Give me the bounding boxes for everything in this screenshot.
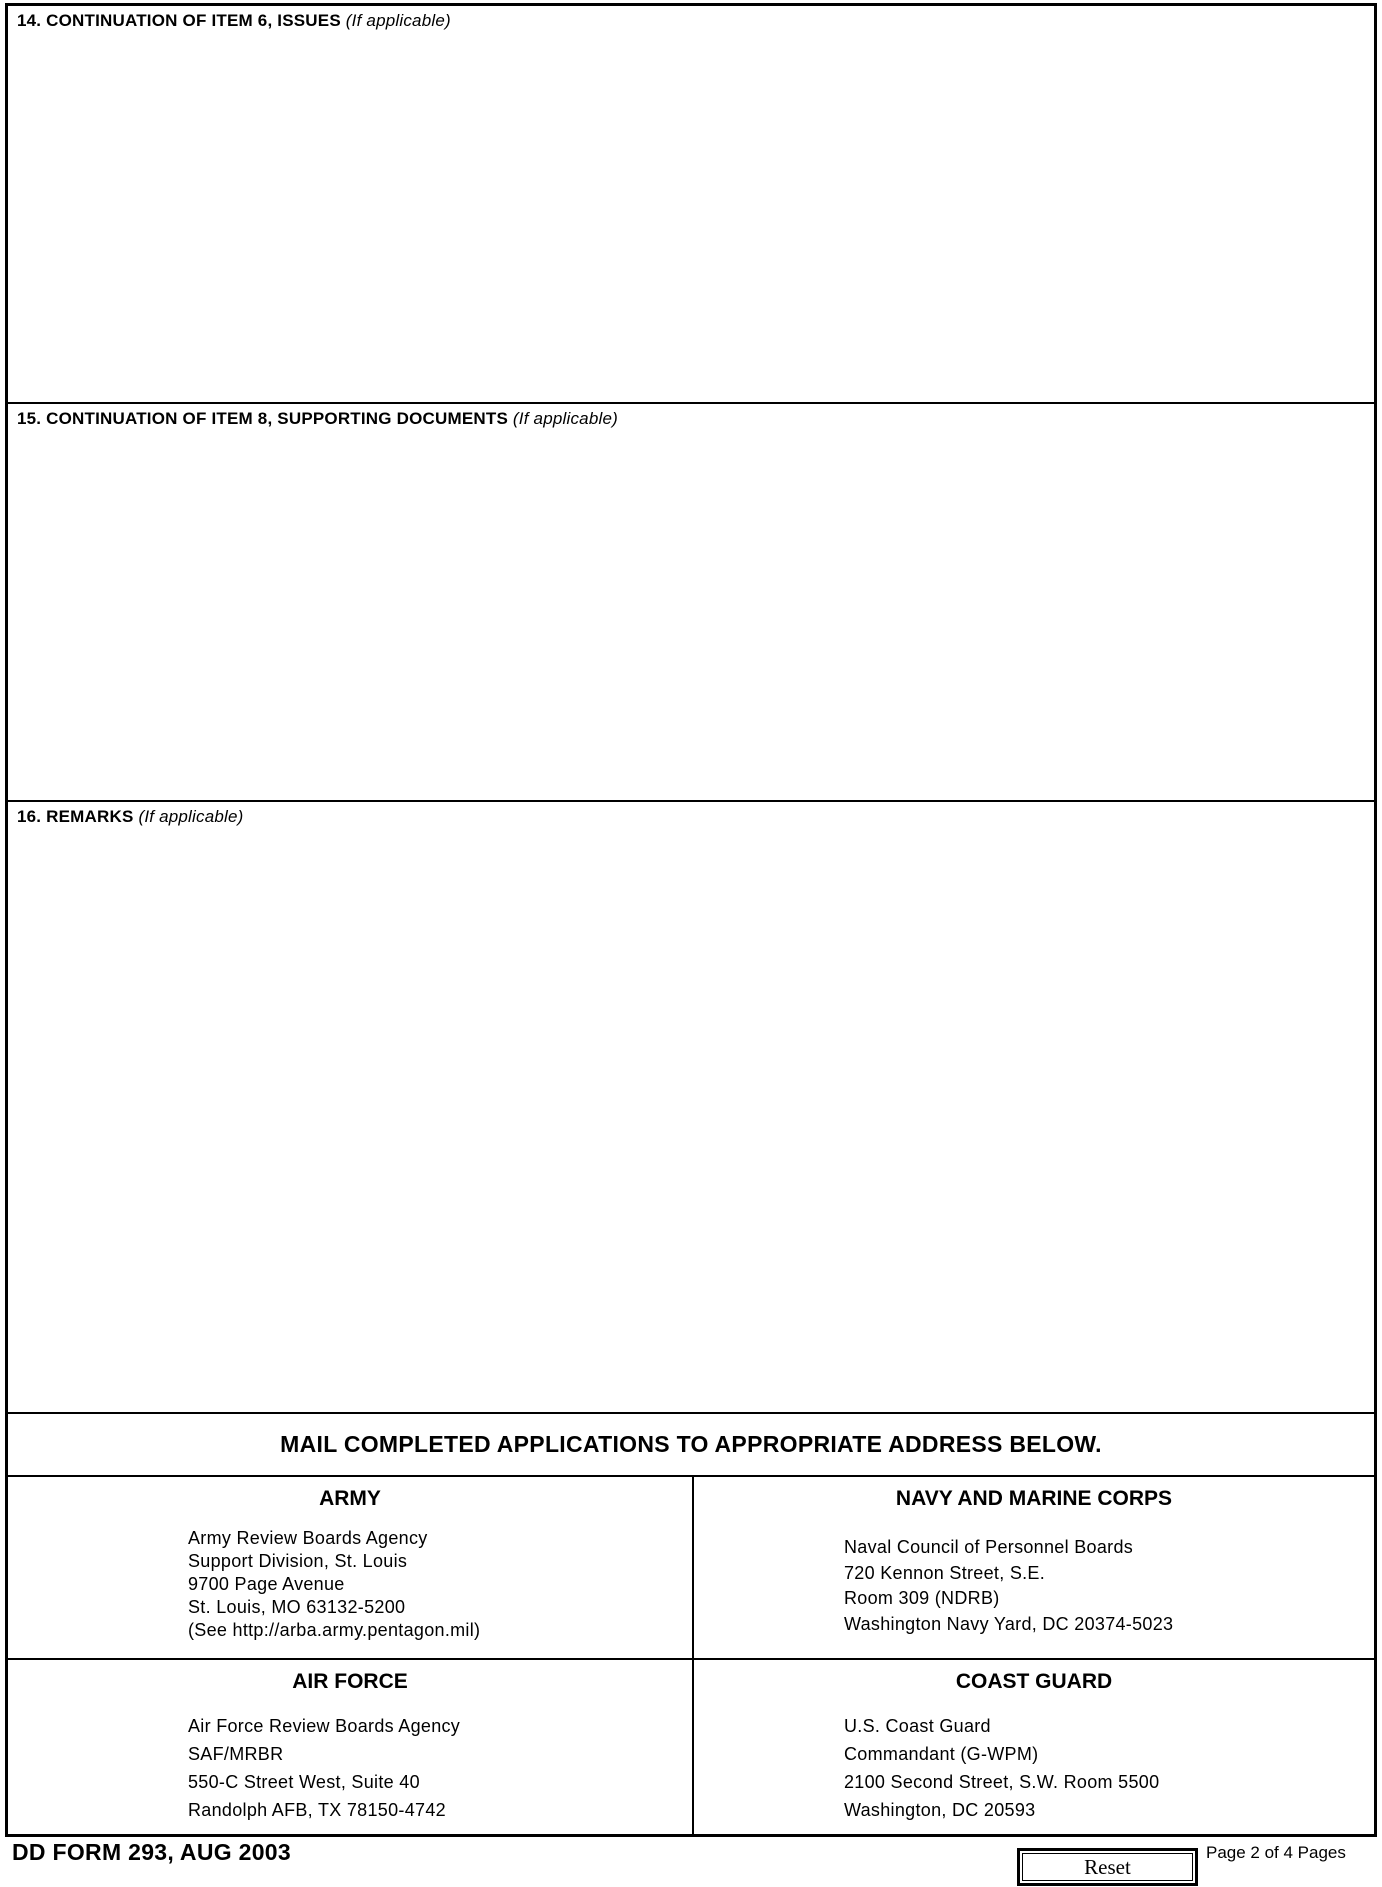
address-line: Washington Navy Yard, DC 20374-5023 (844, 1613, 1174, 1634)
section-16-label (17, 807, 244, 827)
army-address-block (8, 1477, 694, 1660)
air-force-title: AIR FORCE (292, 1670, 408, 1693)
address-line: 550-C Street West, Suite 40 (188, 1772, 420, 1792)
section-remarks (8, 802, 1374, 1414)
address-line: Army Review Boards Agency (188, 1528, 428, 1548)
section-15-note: (If applicable) (512, 409, 618, 428)
coast-guard-title: COAST GUARD (955, 1670, 1113, 1693)
army-address (188, 1527, 480, 1642)
address-line: Support Division, St. Louis (188, 1551, 408, 1571)
reset-button-label: Reset (1022, 1853, 1193, 1881)
address-line: U.S. Coast Guard (844, 1716, 991, 1736)
remarks-field[interactable] (14, 832, 1368, 1406)
section-continuation-issues (8, 6, 1374, 404)
section-14-title: 14. CONTINUATION OF ITEM 6, ISSUES (17, 11, 341, 30)
address-line: Washington, DC 20593 (844, 1800, 1036, 1820)
section-16-title: 16. REMARKS (17, 807, 134, 826)
address-line: 2100 Second Street, S.W. Room 5500 (844, 1772, 1160, 1792)
address-line: Air Force Review Boards Agency (188, 1716, 461, 1736)
supporting-documents-continuation-field[interactable] (14, 434, 1368, 794)
army-title: ARMY (319, 1487, 381, 1510)
reset-button[interactable] (1017, 1848, 1198, 1886)
navy-title: NAVY AND MARINE CORPS (895, 1487, 1173, 1510)
navy-address (844, 1535, 1173, 1637)
address-line: (See http://arba.army.pentagon.mil) (188, 1620, 481, 1640)
address-line: SAF/MRBR (188, 1744, 284, 1764)
address-line: St. Louis, MO 63132-5200 (188, 1597, 406, 1617)
address-line: 720 Kennon Street, S.E. (844, 1562, 1046, 1583)
form-identifier: DD FORM 293, AUG 2003 (12, 1839, 291, 1865)
coast-guard-address (844, 1712, 1159, 1824)
address-line: Randolph AFB, TX 78150-4742 (188, 1800, 446, 1820)
air-force-address-block (8, 1660, 694, 1834)
section-14-label (17, 11, 451, 31)
address-line: 9700 Page Avenue (188, 1574, 345, 1594)
address-line: Room 309 (NDRB) (844, 1588, 1000, 1608)
section-15-label (17, 409, 618, 429)
coast-guard-address-block (694, 1660, 1374, 1834)
mail-instructions-heading: MAIL COMPLETED APPLICATIONS TO APPROPRIATE ADDRESS BELOW. (8, 1414, 1374, 1477)
form-page (5, 3, 1377, 1837)
section-14-note: (If applicable) (345, 11, 451, 30)
page-number: Page 2 of 4 Pages (1206, 1843, 1346, 1862)
air-force-address (188, 1712, 460, 1824)
issues-continuation-field[interactable] (14, 36, 1368, 396)
section-continuation-supporting-documents (8, 404, 1374, 802)
section-15-title: 15. CONTINUATION OF ITEM 8, SUPPORTING DOCUMENTS (17, 409, 508, 428)
section-16-note: (If applicable) (138, 807, 244, 826)
address-line: Commandant (G-WPM) (844, 1744, 1039, 1764)
navy-marine-address-block (694, 1477, 1374, 1660)
address-line: Naval Council of Personnel Boards (844, 1537, 1134, 1557)
